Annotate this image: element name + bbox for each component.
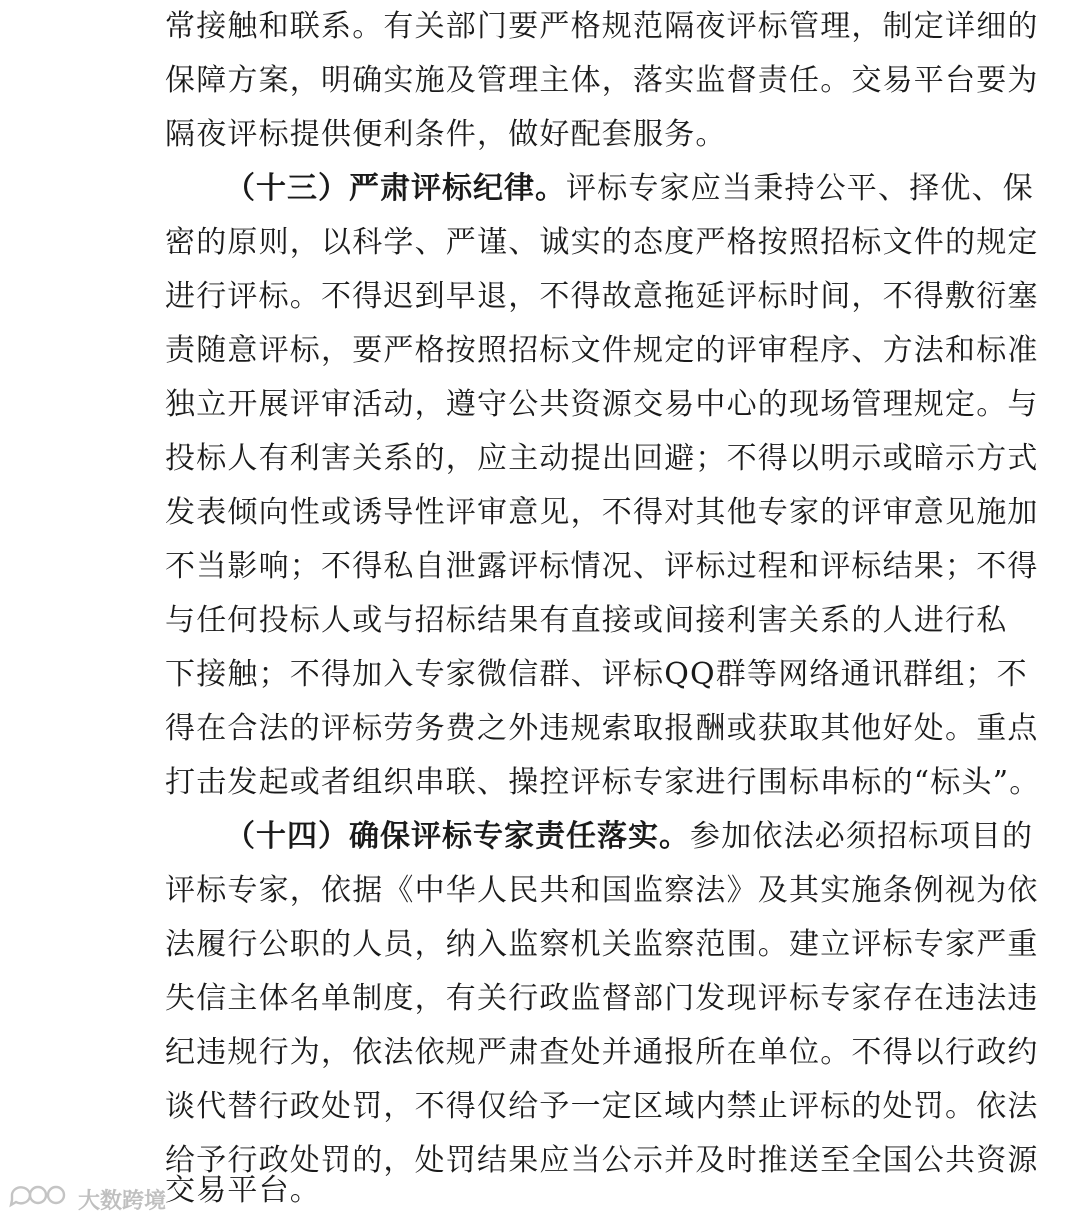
section-14-lead-text: 参加依法必须招标项目的 (690, 819, 1034, 854)
text-line-14: 得在合法的评标劳务费之外违规索取报酬或获取其他好处。重点 (165, 711, 1039, 746)
text-line-15: 打击发起或者组织串联、操控评标专家进行围标串标的“标头”。 (165, 765, 1041, 800)
watermark (8, 1184, 166, 1214)
text-line-9: 投标人有利害关系的，应主动提出回避；不得以明示或暗示方式 (165, 441, 1039, 476)
text-line-1: 常接触和联系。有关部门要严格规范隔夜评标管理，制定详细的 (165, 9, 1039, 44)
watermark-text: 大数跨境 (78, 1188, 167, 1214)
text-line-21: 谈代替行政处罚，不得仅给予一定区域内禁止评标的处罚。依法 (165, 1089, 1039, 1124)
text-line-3: 隔夜评标提供便利条件，做好配套服务。 (165, 117, 727, 152)
section-14-first-line (225, 810, 1034, 864)
chat-bubbles-logo-icon (8, 1183, 72, 1215)
text-line-20: 纪违规行为，依法依规严肃查处并通报所在单位。不得以行政约 (165, 1035, 1039, 1070)
text-line-11: 不当影响；不得私自泄露评标情况、评标过程和评标结果；不得 (165, 549, 1039, 584)
text-line-22: 给予行政处罚的，处罚结果应当公示并及时推送至全国公共资源 (165, 1143, 1039, 1178)
text-line-12: 与任何投标人或与招标结果有直接或间接利害关系的人进行私 (165, 603, 1008, 638)
text-line-7: 责随意评标，要严格按照招标文件规定的评审程序、方法和标准 (165, 333, 1039, 368)
text-line-18: 法履行公职的人员，纳入监察机关监察范围。建立评标专家严重 (165, 927, 1039, 962)
text-line-13: 下接触；不得加入专家微信群、评标QQ群等网络通讯群组；不 (165, 657, 1028, 692)
text-line-19: 失信主体名单制度，有关行政监督部门发现评标专家存在违法违 (165, 981, 1039, 1016)
section-13-first-line (225, 162, 1034, 216)
section-13-heading: （十三）严肃评标纪律。 (225, 171, 566, 206)
section-13-lead-text: 评标专家应当秉持公平、择优、保 (566, 171, 1034, 206)
text-line-10: 发表倾向性或诱导性评审意见，不得对其他专家的评审意见施加 (165, 495, 1039, 530)
text-line-17: 评标专家，依据《中华人民共和国监察法》及其实施条例视为依 (165, 873, 1039, 908)
text-line-6: 进行评标。不得迟到早退，不得故意拖延评标时间，不得敷衍塞 (165, 279, 1039, 314)
text-line-23: 交易平台。 (165, 1173, 321, 1208)
text-line-2: 保障方案，明确实施及管理主体，落实监督责任。交易平台要为 (165, 63, 1039, 98)
section-14-heading: （十四）确保评标专家责任落实。 (225, 819, 690, 854)
text-line-8: 独立开展评审活动，遵守公共资源交易中心的现场管理规定。与 (165, 387, 1039, 422)
text-line-5: 密的原则，以科学、严谨、诚实的态度严格按照招标文件的规定 (165, 225, 1039, 260)
